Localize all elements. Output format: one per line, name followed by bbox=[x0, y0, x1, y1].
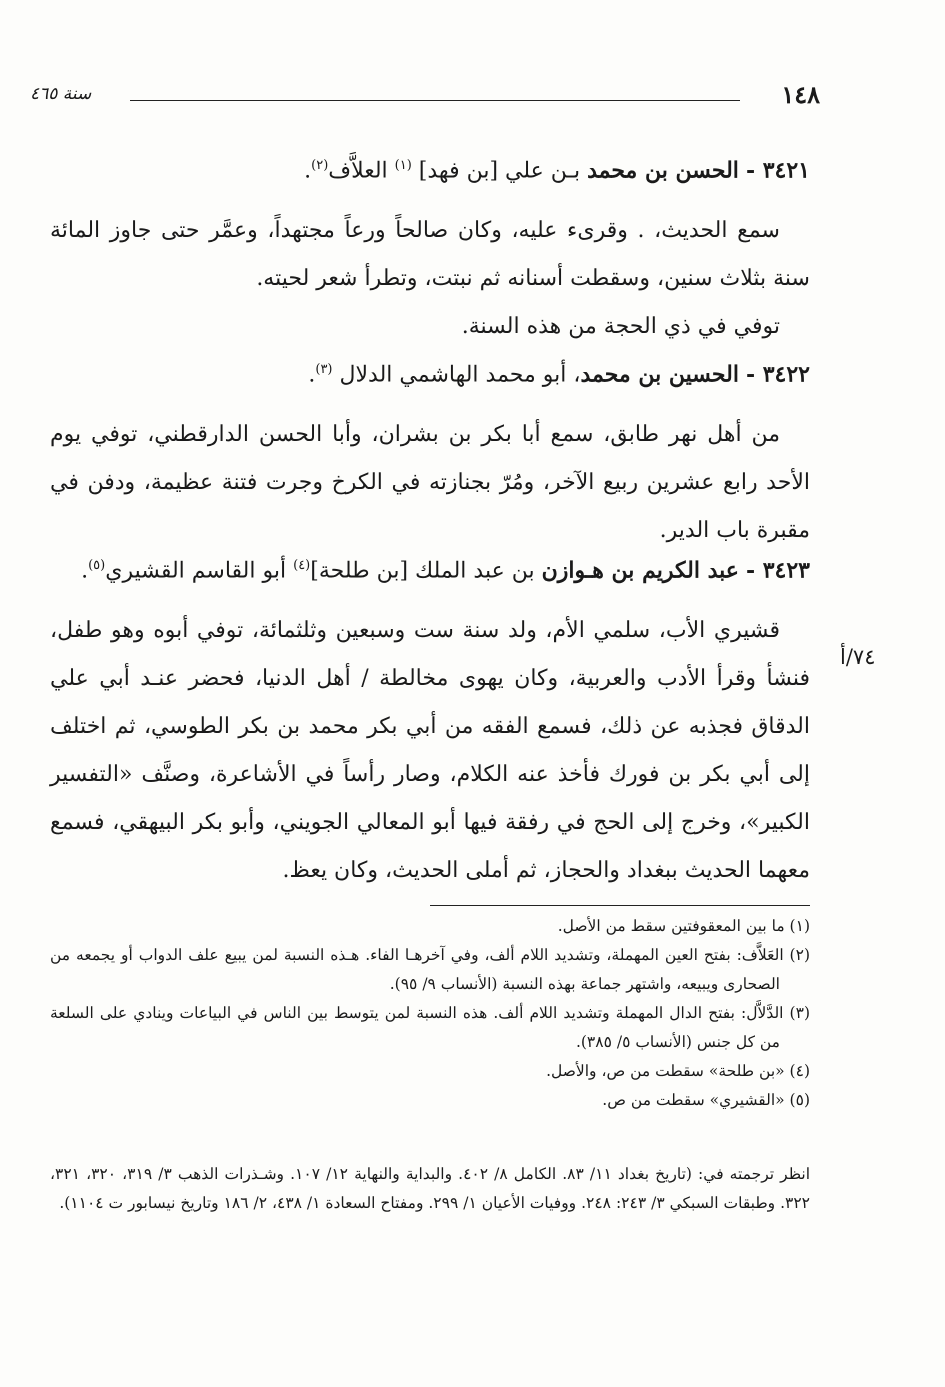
entry-3421 bbox=[50, 142, 810, 351]
entry-paragraph: قشيري الأب، سلمي الأم، ولد سنة ست وسبعين وثلثمائة، توفي أبوه وهو طفل، فنشأ وقرأ الأدب والعربية، وكان يهوى مخالطة / أهل الدنيا، فحضر عنـد أبي علي الدقاق فجذبه عن ذلك، فسمع الفقه من أبي بكر محمد بن بكر الطوسي، ثم اختلف إلى أبي بكر بن فورك فأخذ عنه الكلام، وصار رأساً في الأشاعرة، وصنَّف «التفسير الكبير»، وخرج إلى الحج في رفقة فيها أبو المعالي الجويني، وأبو بكر البيهقي، فسمع معهما الحديث ببغداد والحجاز، ثم أملى الحديث، وكان يعظ. bbox=[50, 618, 810, 884]
entry-paragraph: سمع الحديث، . وقرىء عليه، وكان صالحاً ورعاً مجتهداً، وعمَّر حتى جاوز المائة سنة بثلاث سنين، وسقطت أسنانه ثم نبتت، وتطرأ شعر لحيته. bbox=[50, 218, 810, 292]
entry-end-mark: . bbox=[304, 158, 312, 184]
year-label: سنة ٤٦٥ bbox=[30, 84, 92, 104]
footnote-marker: (٣) bbox=[315, 362, 333, 377]
entry-end-mark: . bbox=[81, 558, 89, 584]
entry-number: ٣٤٢٣ - bbox=[745, 557, 810, 584]
entry-paragraph: من أهل نهر طابق، سمع أبا بكر بن بشران، وأبا الحسن الدارقطني، توفي يوم الأحد رابع عشرين ربيع الآخر، ومُرّ بجنازته في الكرخ وجرت فتنة عظيمة، ودفن في مقبرة باب الدير. bbox=[50, 422, 810, 544]
footnote-separator bbox=[430, 905, 810, 906]
entry-nisba: العلاَّف bbox=[328, 158, 388, 184]
entry-nisba: أبو القاسم القشيري bbox=[105, 558, 287, 584]
entry-number: ٣٤٢١ - bbox=[745, 157, 810, 184]
entry-number: ٣٤٢٢ - bbox=[745, 361, 810, 388]
page-number: ١٤٨ bbox=[781, 80, 820, 109]
header-rule bbox=[130, 100, 740, 101]
entry-name: الحسن بن محمد bbox=[587, 157, 739, 184]
entry-heading bbox=[50, 542, 810, 595]
entry-3422 bbox=[50, 346, 810, 555]
footnote-marker: (٥) bbox=[88, 558, 106, 573]
footnote: (٤) «بن طلحة» سقطت من ص، والأصل. bbox=[546, 1062, 810, 1080]
footnotes bbox=[50, 912, 810, 1115]
footnote-marker: (٢) bbox=[311, 158, 329, 173]
entry-lineage: بـن علي [بن فهد] bbox=[418, 158, 581, 184]
footnote-marker: (١) bbox=[394, 158, 412, 173]
entry-name: عبد الكريم بن هـوازن bbox=[541, 557, 739, 584]
entry-heading bbox=[50, 346, 810, 399]
manuscript-folio-ref: ٧٤/أ bbox=[840, 645, 876, 669]
footnote: (٣) الدَّلاَّل: بفتح الدال المهملة وتشديد اللام ألف. هذه النسبة لمن يتوسط بين الناس في البياعات وينادي على السلعة من كل جنس (الأنساب ٥/ ٣٨٥). bbox=[50, 1004, 810, 1051]
entry-name: الحسين بن محمد bbox=[580, 361, 739, 388]
running-header bbox=[30, 80, 820, 116]
footnote-marker: (٤) bbox=[293, 558, 311, 573]
biography-references: انظر ترجمته في: (تاريخ بغداد ١١/ ٨٣. الكامل ٨/ ٤٠٢. والبداية والنهاية ١٢/ ١٠٧. وشـذرات الذهب ٣/ ٣١٩، ٣٢٠، ٣٢١، ٣٢٢. وطبقات السبكي ٣/ ٢٤٣: ٢٤٨. ووفيات الأعيان ١/ ٢٩٩. ومفتاح السعادة ١/ ٤٣٨، ٢/ ١٨٦ وتاريخ نيسابور ت ١١٠٤). bbox=[50, 1165, 811, 1212]
entry-lineage: بن عبد الملك [بن طلحة] bbox=[310, 558, 535, 584]
footnote: (٢) العَلاَّف: بفتح العين المهملة، وتشديد اللام ألف، وفي آخرهـا الفاء. هـذه النسبة لمن يبيع علف الدواب أو يجمعه من الصحارى ويبيعه، واشتهر جماعة بهذه النسبة (الأنساب ٩/ ٩٥). bbox=[50, 946, 810, 993]
entry-lineage: ، أبو محمد الهاشمي الدلال bbox=[339, 362, 581, 388]
entry-heading bbox=[50, 142, 810, 195]
entry-end-mark: . bbox=[308, 362, 316, 388]
footnote: (٥) «القشيري» سقطت من ص. bbox=[602, 1091, 810, 1109]
entry-paragraph: توفي في ذي الحجة من هذه السنة. bbox=[461, 314, 780, 340]
entry-3423 bbox=[50, 542, 810, 895]
footnote: (١) ما بين المعقوفتين سقط من الأصل. bbox=[557, 917, 810, 935]
